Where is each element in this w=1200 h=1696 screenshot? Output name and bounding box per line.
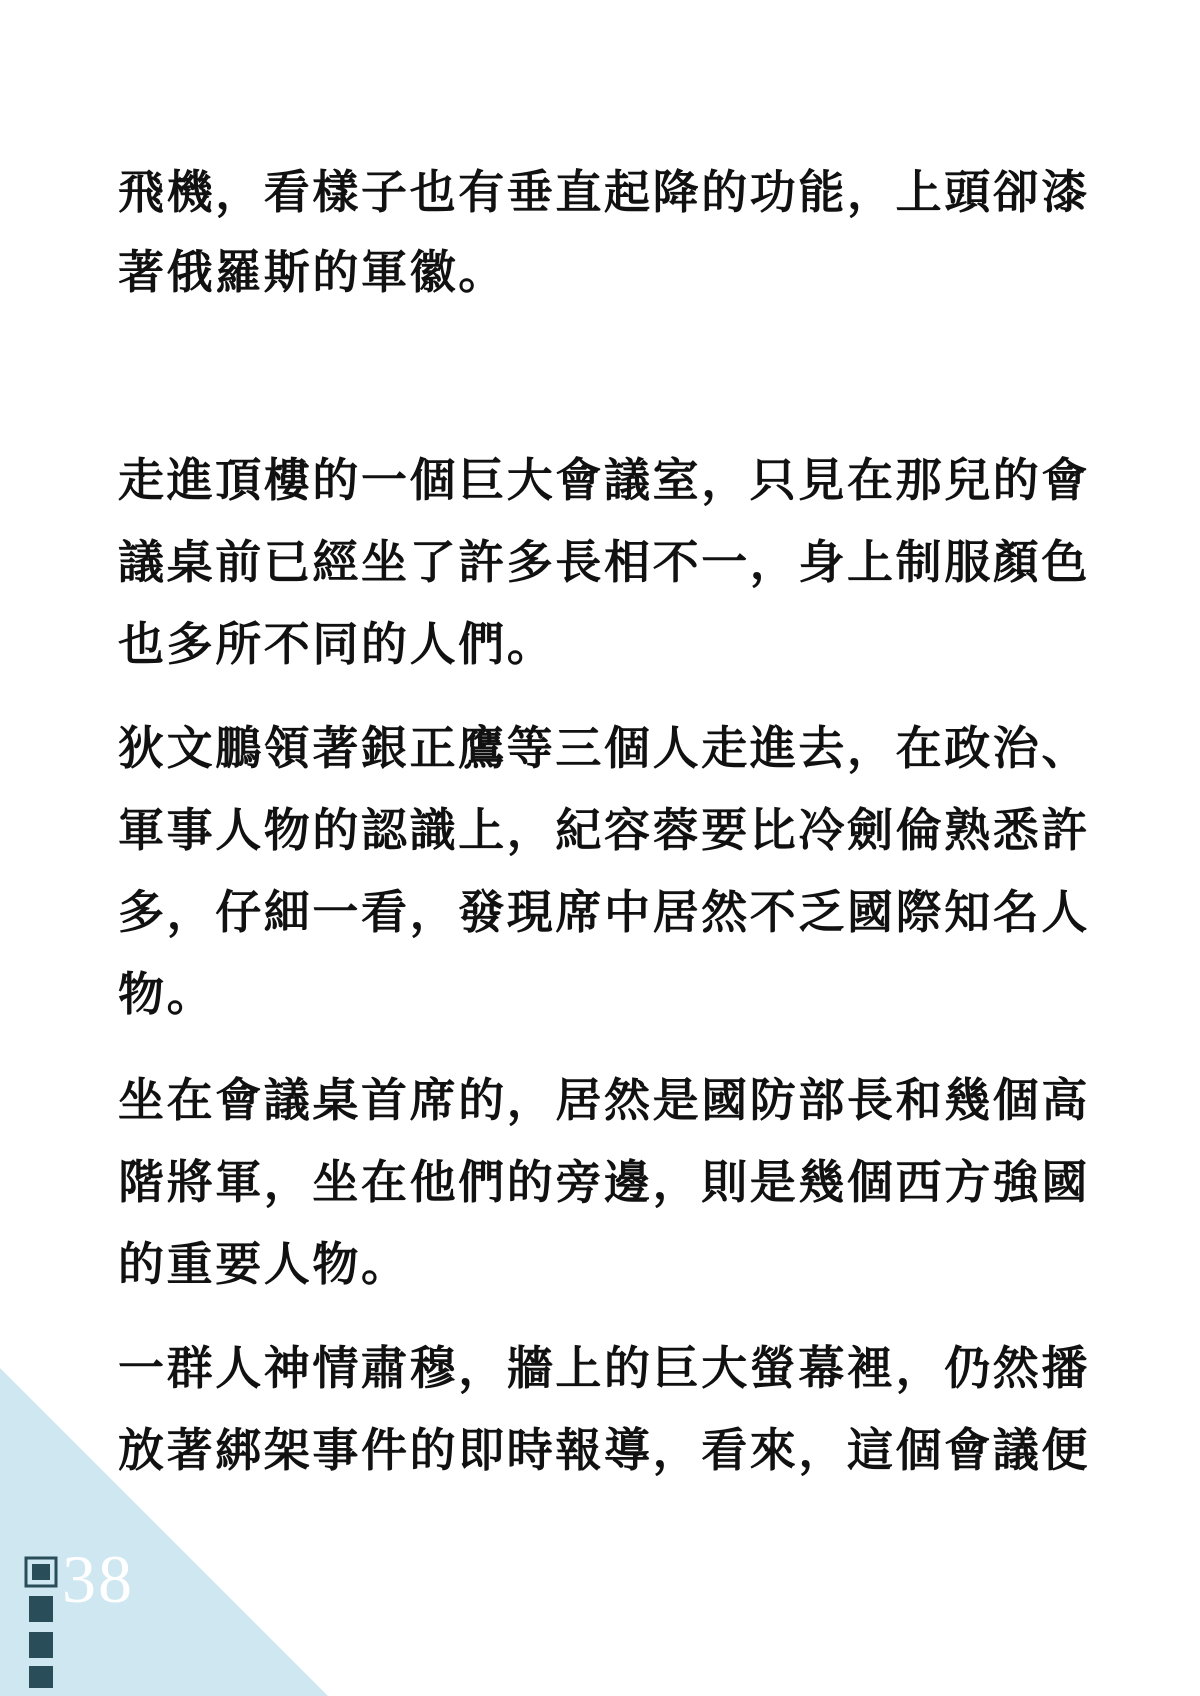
text-line: 階將軍，坐在他們的旁邊，則是幾個西方強國 bbox=[118, 1155, 1090, 1209]
text-line: 走進頂樓的一個巨大會議室，只見在那兒的會 bbox=[118, 453, 1090, 507]
text-line: 軍事人物的認識上，紀容蓉要比冷劍倫熟悉許 bbox=[118, 803, 1090, 857]
text-line: 放著綁架事件的即時報導，看來，這個會議便 bbox=[118, 1423, 1090, 1477]
text-line: 議桌前已經坐了許多長相不一，身上制服顏色 bbox=[118, 535, 1090, 589]
page-number: 38 bbox=[62, 1541, 134, 1617]
text-line: 多，仔細一看，發現席中居然不乏國際知名人 bbox=[118, 885, 1090, 939]
text-line: 飛機，看樣子也有垂直起降的功能，上頭卻漆 bbox=[118, 165, 1090, 219]
text-line: 狄文鵬領著銀正鷹等三個人走進去，在政治、 bbox=[118, 721, 1090, 775]
text-line: 也多所不同的人們。 bbox=[118, 617, 556, 671]
text-line: 一群人神情肅穆，牆上的巨大螢幕裡，仍然播 bbox=[118, 1341, 1090, 1395]
watermark-logo bbox=[18, 1552, 64, 1692]
text-line: 著俄羅斯的軍徽。 bbox=[118, 245, 507, 299]
text-line: 的重要人物。 bbox=[118, 1237, 410, 1291]
text-line: 物。 bbox=[118, 967, 216, 1021]
text-line: 坐在會議桌首席的，居然是國防部長和幾個高 bbox=[118, 1073, 1090, 1127]
